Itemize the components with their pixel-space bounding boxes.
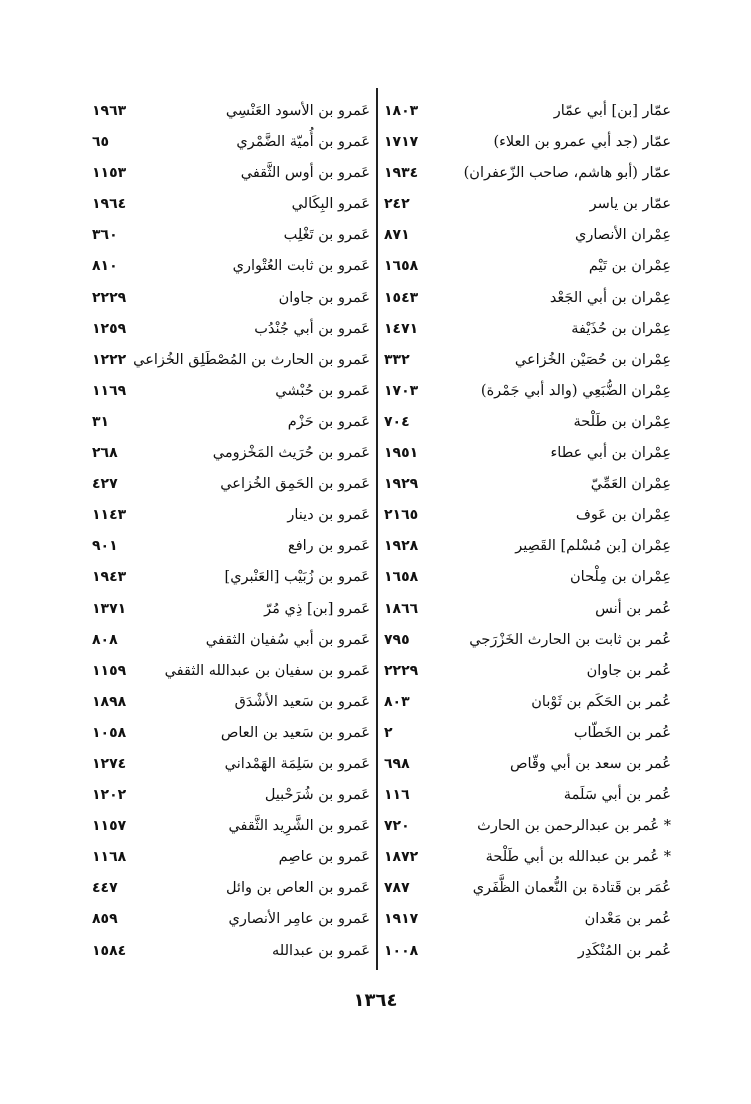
index-entry [92, 594, 370, 625]
index-entry [92, 469, 370, 500]
index-entry [92, 314, 370, 345]
entry-name: عِمْران الضُّبَعِي (والد أبي جَمْرة) [480, 382, 671, 399]
entry-number: ٤٢٧ [92, 476, 118, 493]
entry-name: عِمْران بن أبي عطاء [550, 445, 671, 462]
entry-name: عَمرو بن العاص بن وائل [225, 880, 370, 897]
entry-name: عَمرو بن أُميّة الضَّمْري [236, 134, 370, 151]
entry-number: ٣٦٠ [92, 227, 118, 244]
index-entry [384, 904, 671, 935]
index-entry [92, 749, 370, 780]
entry-number: ٨٠٨ [92, 631, 118, 648]
entry-name: عَمرو بن عاصِم [278, 849, 370, 866]
entry-name: عُمر بن ثابت بن الحارث الخَزْرَجي [469, 631, 671, 648]
entry-name: عَمرو بن عبدالله [272, 942, 370, 959]
entry-number: ٨٠٣ [384, 693, 410, 710]
entry-name: عَمرو بن شُرَحْبيل [264, 787, 370, 804]
entry-number: ٧٠٤ [384, 413, 410, 430]
entry-number: ٢٢٢٩ [384, 662, 419, 679]
entry-number: ١٨٧٢ [384, 849, 419, 866]
entry-name: عَمرو بن أبي سُفيان الثقفي [205, 631, 370, 648]
entry-number: ٢٤٢ [384, 196, 410, 213]
index-entry [384, 936, 671, 967]
index-entry [92, 376, 370, 407]
index-entry [92, 345, 370, 376]
index-entry [92, 718, 370, 749]
entry-number: ١٨٠٣ [384, 103, 419, 119]
entry-name: عُمر بن أبي سَلَمة [563, 787, 671, 804]
entry-number: ٢ [384, 724, 393, 741]
entry-number: ١٩٥١ [384, 445, 419, 462]
entry-name: عَمرو [بن] ذِي مُرّ [264, 600, 370, 617]
entry-number: ٨٥٩ [92, 911, 118, 928]
index-entry [384, 158, 671, 189]
entry-number: ١٨٩٨ [92, 693, 127, 710]
entry-name: عَمرو بن حُبْشي [275, 382, 370, 399]
index-entry [384, 189, 671, 220]
index-entry [92, 283, 370, 314]
entry-number: ١١٦٩ [92, 382, 127, 399]
entry-number: ٢١٦٥ [384, 507, 419, 524]
entry-number: ٧٢٠ [384, 818, 410, 835]
entry-number: ٣١ [92, 413, 110, 430]
index-entry [92, 811, 370, 842]
index-entry [384, 251, 671, 282]
index-entry [384, 500, 671, 531]
entry-number: ٢٦٨ [92, 445, 118, 462]
index-entry [384, 469, 671, 500]
entry-number: ٨١٠ [92, 258, 118, 275]
index-entry [92, 220, 370, 251]
entry-name: عَمرو بن حَزْم [287, 413, 370, 430]
index-entry [92, 562, 370, 593]
entry-number: ١١٤٣ [92, 507, 127, 524]
entry-name: عِمْران بن أبي الجَعْد [549, 289, 671, 306]
index-entry [384, 438, 671, 469]
entry-number: ١٦٥٨ [384, 258, 419, 275]
index-entry [384, 594, 671, 625]
entry-name: عُمَر بن قَتادة بن النُّعمان الظَّفَري [472, 880, 671, 897]
page-number: ١٣٦٤ [353, 990, 398, 1011]
entry-name: عِمْران بن عَوف [575, 507, 671, 524]
index-entry [92, 189, 370, 220]
entry-number: ١٤٧١ [384, 320, 419, 337]
entry-name: عَمرو بن الشَّرِيد الثَّقفي [228, 818, 370, 835]
entry-number: ١٠٠٨ [384, 942, 419, 959]
entry-name: عِمْران العَمِّيّ [590, 476, 671, 493]
index-entry [92, 625, 370, 656]
entry-number: ١١٦ [384, 787, 410, 804]
entry-name: عُمر بن أنس [595, 600, 671, 617]
index-entry [384, 687, 671, 718]
entry-number: ١٢٠٢ [92, 787, 127, 804]
entry-number: ٧٨٧ [384, 880, 410, 897]
index-entry [384, 780, 671, 811]
entry-name: عِمْران الأنصاري [575, 227, 671, 244]
index-entry [384, 283, 671, 314]
index-entry [384, 625, 671, 656]
index-entry [92, 407, 370, 438]
index-entry [384, 749, 671, 780]
entry-name: عمّار [بن] أبي عمّار [553, 103, 671, 119]
index-entry [92, 656, 370, 687]
entry-name: عمّار بن ياسر [589, 196, 671, 213]
entry-name: عُمر بن سعد بن أبي وقّاص [509, 755, 671, 772]
index-column-left [92, 96, 370, 967]
entry-name: عِمْران بن حُصَيْن الخُزاعي [514, 351, 671, 368]
index-entry [92, 127, 370, 158]
entry-number: ١٥٨٤ [92, 942, 127, 959]
entry-number: ٢٢٢٩ [92, 289, 127, 306]
entry-number: ١٣٧١ [92, 600, 127, 617]
index-entry [384, 220, 671, 251]
entry-name: عَمرو بن أوس الثَّقفي [240, 165, 370, 182]
index-entry [92, 842, 370, 873]
entry-number: ٦٩٨ [384, 755, 410, 772]
entry-number: ١٧٠٣ [384, 382, 419, 399]
entry-name: عَمرو بن الحارث بن المُصْطَلِق الخُزاعي [133, 351, 370, 368]
index-entry [384, 718, 671, 749]
index-entry [92, 531, 370, 562]
entry-number: ١٧١٧ [384, 134, 419, 151]
index-entry [384, 127, 671, 158]
entry-name: عَمرو بن سَلِمَة الهَمْداني [224, 755, 370, 772]
index-entry [384, 376, 671, 407]
entry-number: ١٠٥٨ [92, 724, 127, 741]
entry-name: عِمْران [بن مُسْلم] القَصِير [515, 538, 671, 555]
entry-name: عَمرو بن حُرَيث المَخْزومي [212, 445, 370, 462]
entry-number: ١٩١٧ [384, 911, 419, 928]
index-entry [92, 687, 370, 718]
index-entry [92, 873, 370, 904]
entry-name: عَمرو بن عامِر الأنصاري [228, 911, 370, 928]
entry-name: عُمر بن جاوان [586, 662, 671, 679]
index-entry [384, 314, 671, 345]
index-entry [384, 407, 671, 438]
entry-number: ٤٤٧ [92, 880, 118, 897]
index-entry [384, 96, 671, 127]
entry-name: عِمْران بن تَيْم [588, 258, 671, 275]
entry-name: عَمرو بن ثابت العُتْواري [232, 258, 370, 275]
entry-number: ١١٥٧ [92, 818, 127, 835]
entry-number: ١١٥٩ [92, 662, 127, 679]
index-entry [92, 500, 370, 531]
entry-name: عَمرو بن أبي جُنْدُب [254, 320, 370, 337]
entry-name: عَمرو بن سَعيد بن العاص [220, 724, 370, 741]
index-entry [92, 96, 370, 127]
entry-name: عَمرو بن جاوان [278, 289, 370, 306]
entry-number: ١٢٢٢ [92, 351, 127, 368]
entry-name: عمّار (أبو هاشم، صاحب الزّعفران) [463, 165, 671, 182]
entry-number: ١٩٣٤ [384, 165, 419, 182]
entry-name: عَمرو بن سفيان بن عبدالله الثقفي [164, 662, 370, 679]
entry-name: عِمْران بن طَلْحة [573, 413, 671, 430]
entry-number: ١٥٤٣ [384, 289, 419, 306]
index-entry [384, 873, 671, 904]
entry-number: ١٩٢٩ [384, 476, 419, 493]
entry-name: عَمرو بن الأسود العَنْسِي [225, 103, 370, 119]
entry-name: عَمرو بن زُبَيْب [العَنْبري] [224, 569, 370, 586]
index-entry [92, 438, 370, 469]
entry-name: عِمْران بن حُذَيْفة [571, 320, 671, 337]
index-entry [92, 780, 370, 811]
entry-name: عُمر بن مَعْدان [584, 911, 671, 928]
entry-name: عمّار (جد أبي عمرو بن العلاء) [493, 134, 671, 151]
entry-name: * عُمر بن عبدالرحمن بن الحارث [477, 818, 671, 835]
entry-name: عَمرو بن سَعيد الأشْدَق [234, 693, 370, 710]
entry-name: عَمرو بن رافع [287, 538, 370, 555]
entry-number: ٨٧١ [384, 227, 410, 244]
index-entry [92, 904, 370, 935]
entry-name: عِمْران بن مِلْحان [570, 569, 671, 586]
entry-name: عَمرو بن دينار [287, 507, 370, 524]
index-entry [92, 251, 370, 282]
entry-name: عُمر بن الحَكَم بن ثَوْبان [531, 693, 671, 710]
entry-number: ٧٩٥ [384, 631, 410, 648]
entry-number: ١١٥٣ [92, 165, 127, 182]
entry-number: ٣٣٢ [384, 351, 410, 368]
entry-number: ١٦٥٨ [384, 569, 419, 586]
entry-number: ١٩٦٤ [92, 196, 127, 213]
index-column-right [384, 96, 671, 967]
index-entry [92, 158, 370, 189]
entry-name: عُمر بن المُنْكَدِر [577, 942, 671, 959]
entry-number: ١٢٥٩ [92, 320, 127, 337]
index-entry [384, 562, 671, 593]
index-entry [384, 656, 671, 687]
entry-name: عُمر بن الخَطّاب [573, 724, 671, 741]
index-entry [92, 936, 370, 967]
entry-name: عَمرو البِكَالي [291, 196, 370, 213]
entry-name: عَمرو بن تَغْلِب [283, 227, 370, 244]
entry-number: ١٩٢٨ [384, 538, 419, 555]
entry-name: عَمرو بن الحَمِق الخُزاعي [220, 476, 370, 493]
index-entry [384, 811, 671, 842]
entry-name: * عُمر بن عبدالله بن أبي طَلْحة [485, 849, 671, 866]
entry-number: ١١٦٨ [92, 849, 127, 866]
entry-number: ١٩٤٣ [92, 569, 127, 586]
column-divider [376, 88, 378, 970]
entry-number: ٦٥ [92, 134, 110, 151]
index-entry [384, 345, 671, 376]
index-entry [384, 531, 671, 562]
index-entry [384, 842, 671, 873]
entry-number: ١٨٦٦ [384, 600, 419, 617]
entry-number: ١٢٧٤ [92, 755, 127, 772]
entry-number: ٩٠١ [92, 538, 118, 555]
entry-number: ١٩٦٣ [92, 103, 127, 119]
